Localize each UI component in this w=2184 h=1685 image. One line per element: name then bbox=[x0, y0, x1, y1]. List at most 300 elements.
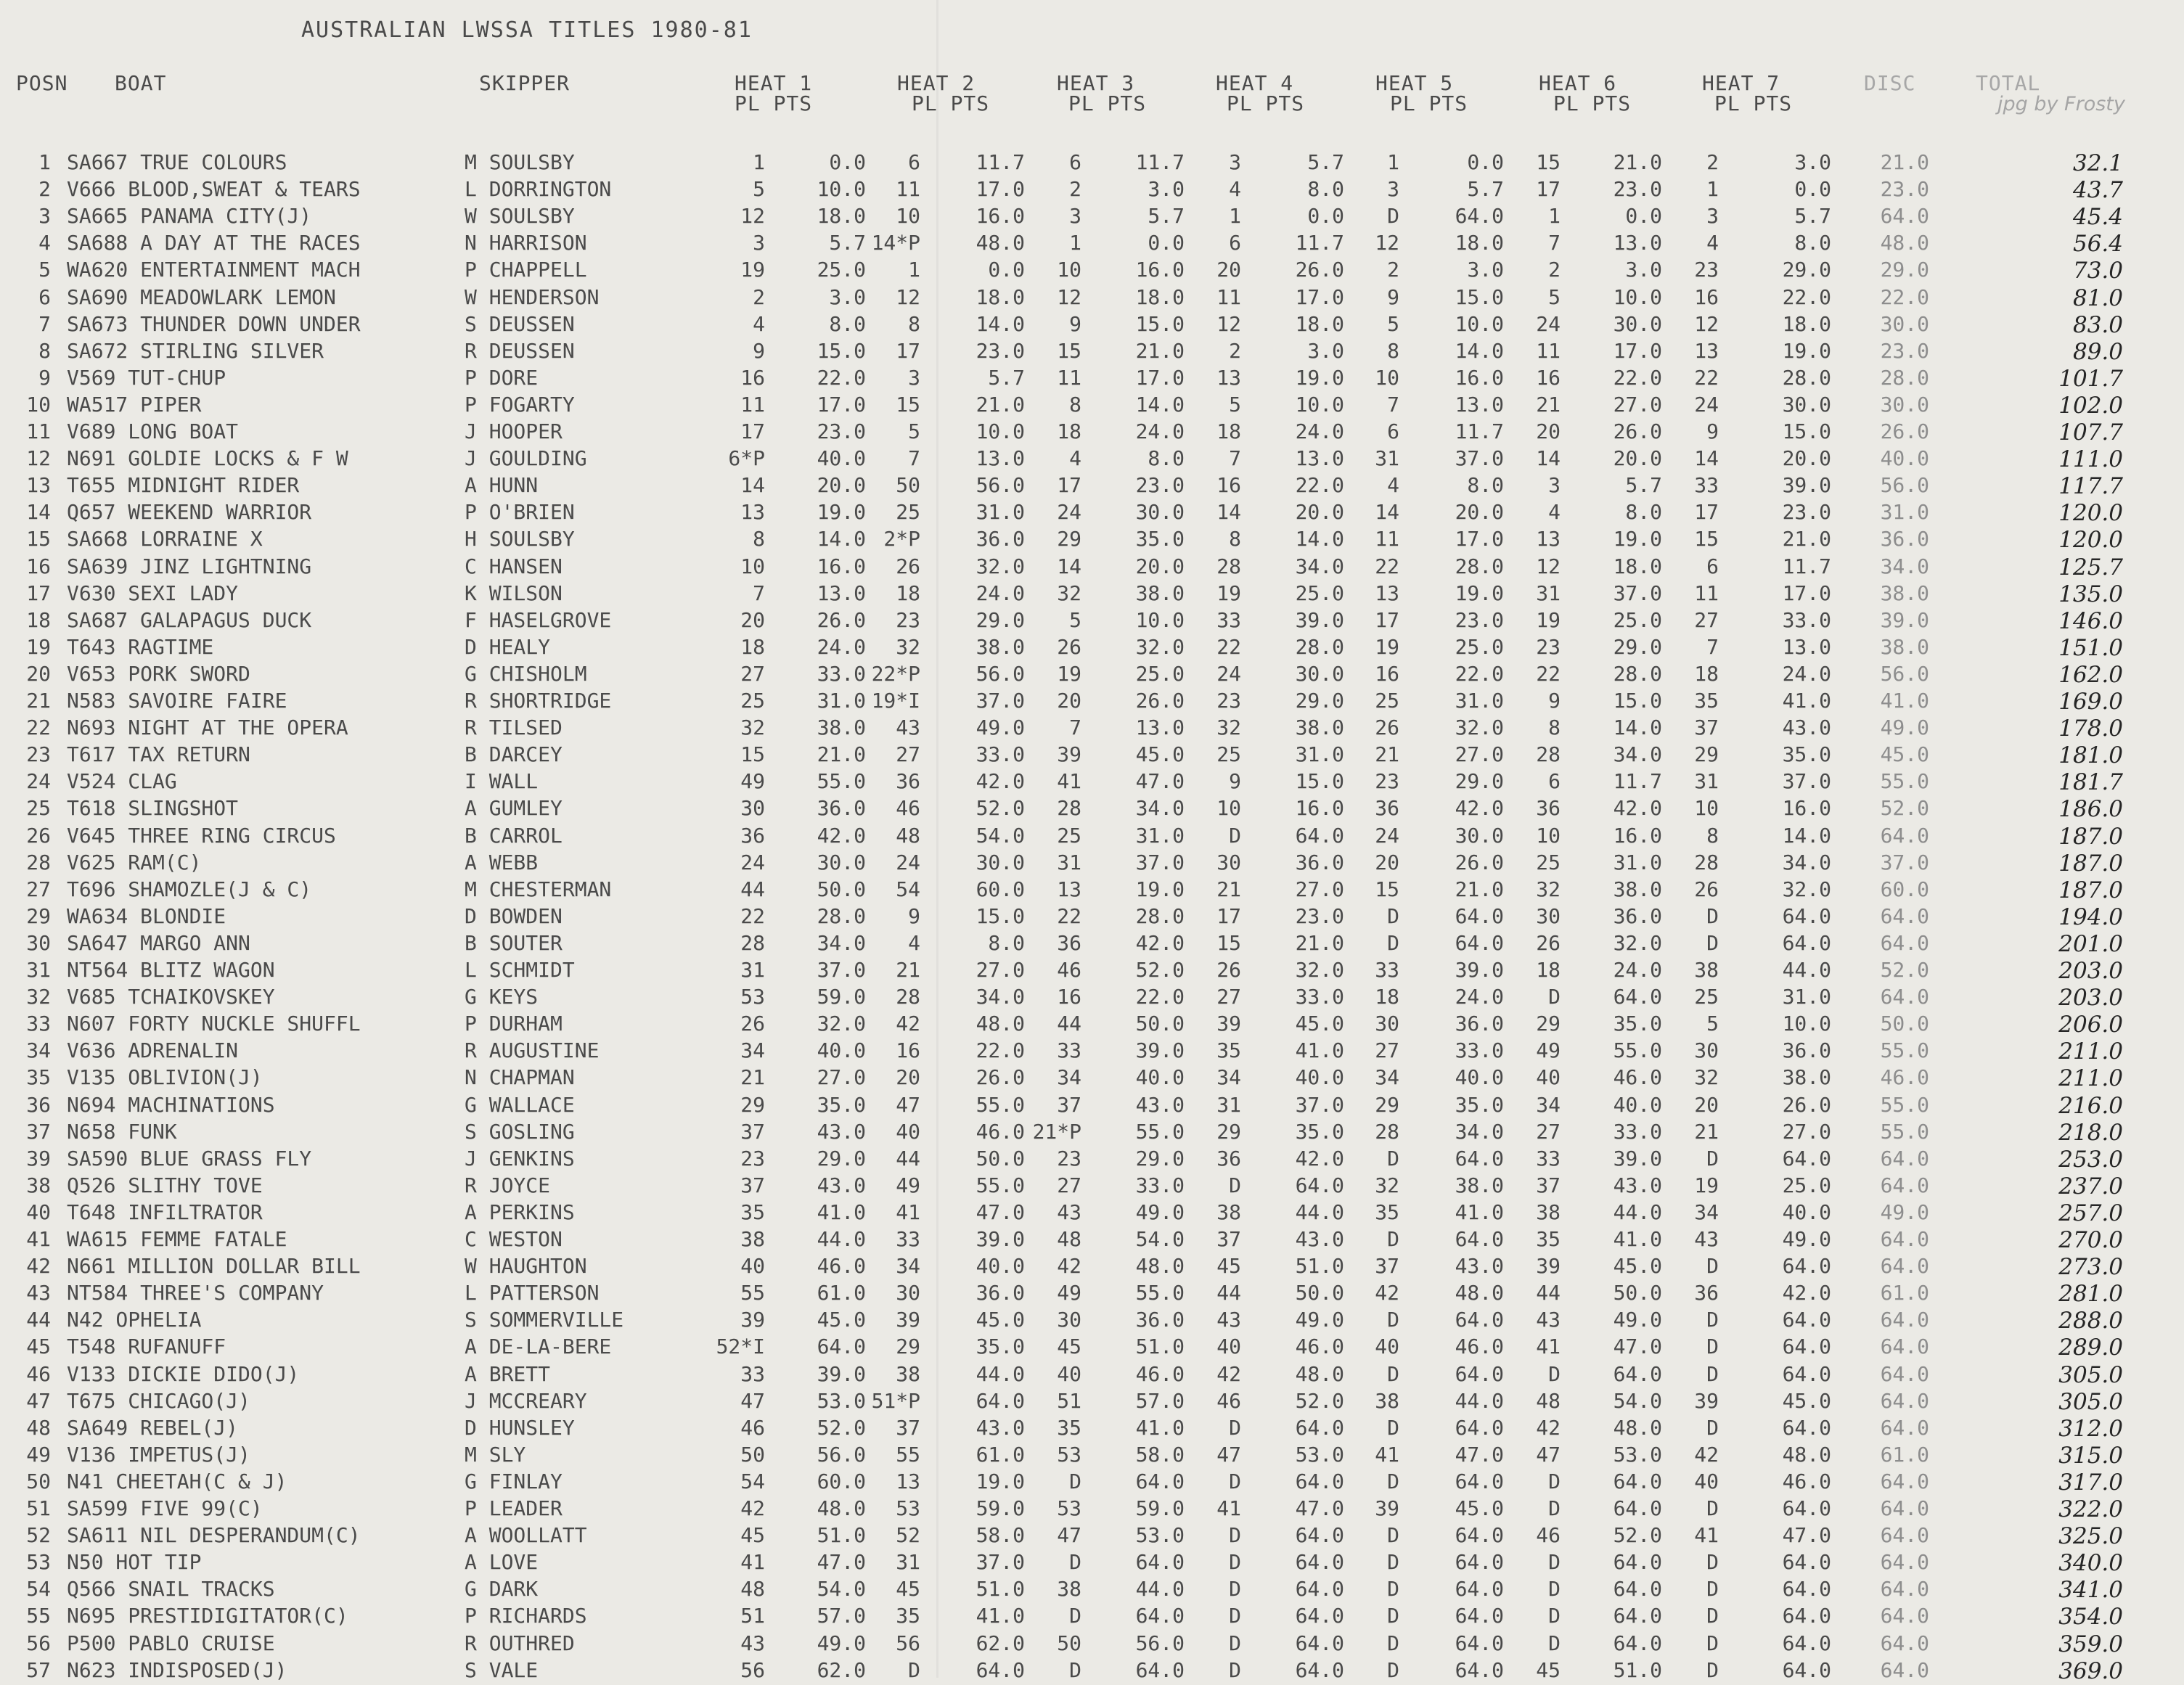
heat-5-place: 28 bbox=[1375, 1120, 1399, 1144]
heat-6-place: 3 bbox=[1548, 473, 1561, 497]
total-cell: 340.0 bbox=[2058, 1550, 2123, 1576]
heat-6-points: 41.0 bbox=[1613, 1227, 1662, 1251]
heat-5-place: D bbox=[1387, 1550, 1399, 1574]
position-cell: 28 bbox=[26, 850, 51, 874]
heat-6-points: 28.0 bbox=[1613, 662, 1662, 686]
discard-cell: 52.0 bbox=[1880, 796, 1929, 820]
skipper-cell: D HUNSLEY bbox=[465, 1416, 575, 1440]
position-cell: 29 bbox=[26, 904, 51, 928]
heat-1-place: 37 bbox=[740, 1120, 765, 1144]
heat-1-points: 60.0 bbox=[817, 1469, 866, 1493]
discard-cell: 21.0 bbox=[1880, 150, 1929, 174]
heat-2-points: 15.0 bbox=[976, 904, 1025, 928]
total-cell: 120.0 bbox=[2058, 527, 2123, 553]
heat-5-place: 18 bbox=[1375, 985, 1399, 1009]
discard-cell: 50.0 bbox=[1880, 1012, 1929, 1036]
heat-6-points: 20.0 bbox=[1613, 446, 1662, 470]
heat-2-place: 1 bbox=[908, 258, 920, 282]
heat-7-place: 27 bbox=[1694, 608, 1719, 632]
discard-cell: 28.0 bbox=[1880, 366, 1929, 390]
heat-4-place: 37 bbox=[1216, 1227, 1241, 1251]
heat-2-place: 31 bbox=[896, 1550, 920, 1574]
heat-5-points: 39.0 bbox=[1455, 958, 1504, 982]
total-cell: 186.0 bbox=[2058, 796, 2123, 822]
heat-4-place: 16 bbox=[1216, 473, 1241, 497]
discard-cell: 41.0 bbox=[1880, 689, 1929, 713]
heat-1-place: 26 bbox=[740, 1012, 765, 1036]
table-row bbox=[0, 366, 2184, 393]
heat-5-place: D bbox=[1387, 1469, 1399, 1493]
heat-5-points: 5.7 bbox=[1467, 177, 1504, 201]
heat-1-points: 10.0 bbox=[817, 177, 866, 201]
heat-6-points: 42.0 bbox=[1613, 796, 1662, 820]
heat-6-place: 22 bbox=[1536, 662, 1561, 686]
heat-7-place: 40 bbox=[1694, 1469, 1719, 1493]
heat-2-place: 37 bbox=[896, 1416, 920, 1440]
discard-cell: 64.0 bbox=[1880, 1389, 1929, 1413]
table-row bbox=[0, 1389, 2184, 1416]
heat-1-place: 40 bbox=[740, 1254, 765, 1278]
heat-7-points: 28.0 bbox=[1782, 366, 1831, 390]
heat-2-place: 23 bbox=[896, 608, 920, 632]
heat-3-points: 16.0 bbox=[1135, 258, 1185, 282]
heat-2-place: 46 bbox=[896, 796, 920, 820]
heat-5-points: 48.0 bbox=[1455, 1281, 1504, 1305]
heat-6-points: 64.0 bbox=[1613, 1550, 1662, 1574]
heat-5-points: 34.0 bbox=[1455, 1120, 1504, 1144]
heat-6-points: 46.0 bbox=[1613, 1065, 1662, 1089]
heat-6-place: 44 bbox=[1536, 1281, 1561, 1305]
heat-1-place: 11 bbox=[740, 393, 765, 417]
boat-cell: T675 CHICAGO(J) bbox=[67, 1389, 250, 1413]
heat-6-points: 49.0 bbox=[1613, 1308, 1662, 1332]
total-cell: 341.0 bbox=[2058, 1577, 2123, 1603]
heat-7-place: 30 bbox=[1694, 1038, 1719, 1062]
boat-cell: V133 DICKIE DIDO(J) bbox=[67, 1362, 300, 1386]
heat-4-points: 51.0 bbox=[1295, 1254, 1344, 1278]
total-cell: 162.0 bbox=[2058, 662, 2123, 688]
heat-3-place: 28 bbox=[1057, 796, 1081, 820]
heat-5-place: 16 bbox=[1375, 662, 1399, 686]
skipper-cell: R DEUSSEN bbox=[465, 339, 575, 363]
heat-2-points: 62.0 bbox=[976, 1631, 1025, 1655]
heat-6-place: 32 bbox=[1536, 877, 1561, 901]
subheader-heat-7: PL PTS bbox=[1714, 91, 1793, 115]
heat-3-points: 43.0 bbox=[1135, 1093, 1185, 1117]
total-cell: 305.0 bbox=[2058, 1389, 2123, 1415]
discard-cell: 60.0 bbox=[1880, 877, 1929, 901]
heat-5-points: 16.0 bbox=[1455, 366, 1504, 390]
heat-1-points: 56.0 bbox=[817, 1443, 866, 1467]
position-cell: 23 bbox=[26, 742, 51, 766]
discard-cell: 61.0 bbox=[1880, 1443, 1929, 1467]
position-cell: 31 bbox=[26, 958, 51, 982]
heat-6-place: 35 bbox=[1536, 1227, 1561, 1251]
total-cell: 312.0 bbox=[2058, 1416, 2123, 1442]
heat-2-points: 13.0 bbox=[976, 446, 1025, 470]
heat-5-place: 7 bbox=[1387, 393, 1399, 417]
heat-7-place: 43 bbox=[1694, 1227, 1719, 1251]
heat-2-place: 4 bbox=[908, 931, 920, 955]
table-row bbox=[0, 1577, 2184, 1604]
heat-1-place: 36 bbox=[740, 824, 765, 848]
skipper-cell: R OUTHRED bbox=[465, 1631, 575, 1655]
heat-1-place: 27 bbox=[740, 662, 765, 686]
heat-6-place: 31 bbox=[1536, 581, 1561, 605]
heat-5-points: 38.0 bbox=[1455, 1173, 1504, 1197]
position-cell: 9 bbox=[38, 366, 51, 390]
heat-3-points: 36.0 bbox=[1135, 1308, 1185, 1332]
skipper-cell: W SOULSBY bbox=[465, 204, 575, 228]
position-cell: 35 bbox=[26, 1065, 51, 1089]
table-row bbox=[0, 554, 2184, 581]
heat-6-points: 51.0 bbox=[1613, 1658, 1662, 1682]
heat-3-points: 18.0 bbox=[1135, 285, 1185, 309]
heat-2-place: 26 bbox=[896, 554, 920, 578]
heat-5-points: 15.0 bbox=[1455, 285, 1504, 309]
heat-4-points: 28.0 bbox=[1295, 635, 1344, 659]
boat-cell: SA667 TRUE COLOURS bbox=[67, 150, 287, 174]
heat-7-points: 46.0 bbox=[1782, 1469, 1831, 1493]
heat-5-place: 42 bbox=[1375, 1281, 1399, 1305]
heat-6-points: 40.0 bbox=[1613, 1093, 1662, 1117]
heat-1-points: 20.0 bbox=[817, 473, 866, 497]
heat-2-points: 50.0 bbox=[976, 1147, 1025, 1171]
position-cell: 16 bbox=[26, 554, 51, 578]
skipper-cell: M SLY bbox=[465, 1443, 526, 1467]
table-row bbox=[0, 231, 2184, 258]
heat-4-points: 48.0 bbox=[1295, 1362, 1344, 1386]
heat-4-place: 2 bbox=[1229, 339, 1241, 363]
heat-4-points: 30.0 bbox=[1295, 662, 1344, 686]
heat-6-place: 16 bbox=[1536, 366, 1561, 390]
heat-5-points: 64.0 bbox=[1455, 1147, 1504, 1171]
heat-4-place: 4 bbox=[1229, 177, 1241, 201]
heat-5-points: 31.0 bbox=[1455, 689, 1504, 713]
boat-cell: N583 SAVOIRE FAIRE bbox=[67, 689, 287, 713]
table-row bbox=[0, 1550, 2184, 1577]
boat-cell: Q566 SNAIL TRACKS bbox=[67, 1577, 275, 1601]
total-cell: 281.0 bbox=[2058, 1281, 2123, 1307]
heat-1-points: 44.0 bbox=[817, 1227, 866, 1251]
heat-3-points: 58.0 bbox=[1135, 1443, 1185, 1467]
discard-cell: 31.0 bbox=[1880, 500, 1929, 524]
heat-4-place: 32 bbox=[1216, 716, 1241, 739]
heat-7-place: 11 bbox=[1694, 581, 1719, 605]
skipper-cell: C WESTON bbox=[465, 1227, 563, 1251]
discard-cell: 40.0 bbox=[1880, 446, 1929, 470]
heat-3-place: D bbox=[1069, 1658, 1081, 1682]
table-row bbox=[0, 1227, 2184, 1254]
heat-1-place: 53 bbox=[740, 985, 765, 1009]
position-cell: 17 bbox=[26, 581, 51, 605]
heat-4-place: D bbox=[1229, 1416, 1241, 1440]
heat-7-place: 9 bbox=[1706, 419, 1719, 443]
heat-1-place: 48 bbox=[740, 1577, 765, 1601]
boat-cell: V135 OBLIVION(J) bbox=[67, 1065, 263, 1089]
heat-6-place: 10 bbox=[1536, 824, 1561, 848]
boat-cell: SA611 NIL DESPERANDUM(C) bbox=[67, 1523, 361, 1547]
heat-7-points: 33.0 bbox=[1782, 608, 1831, 632]
heat-7-points: 17.0 bbox=[1782, 581, 1831, 605]
heat-1-place: 32 bbox=[740, 716, 765, 739]
heat-3-place: 41 bbox=[1057, 769, 1081, 793]
skipper-cell: N CHAPMAN bbox=[465, 1065, 575, 1089]
heat-4-place: 30 bbox=[1216, 850, 1241, 874]
heat-2-points: 33.0 bbox=[976, 742, 1025, 766]
boat-cell: WA620 ENTERTAINMENT MACH bbox=[67, 258, 361, 282]
heat-4-place: 27 bbox=[1216, 985, 1241, 1009]
heat-6-place: 9 bbox=[1548, 689, 1561, 713]
heat-6-points: 36.0 bbox=[1613, 904, 1662, 928]
heat-5-place: 36 bbox=[1375, 796, 1399, 820]
heat-1-place: 10 bbox=[740, 554, 765, 578]
heat-3-place: 19 bbox=[1057, 662, 1081, 686]
heat-4-points: 14.0 bbox=[1295, 527, 1344, 551]
heat-1-points: 30.0 bbox=[817, 850, 866, 874]
position-cell: 49 bbox=[26, 1443, 51, 1467]
boat-cell: SA687 GALAPAGUS DUCK bbox=[67, 608, 312, 632]
heat-3-points: 40.0 bbox=[1135, 1065, 1185, 1089]
heat-4-points: 39.0 bbox=[1295, 608, 1344, 632]
discard-cell: 23.0 bbox=[1880, 177, 1929, 201]
discard-cell: 49.0 bbox=[1880, 716, 1929, 739]
boat-cell: T617 TAX RETURN bbox=[67, 742, 250, 766]
heat-4-place: 29 bbox=[1216, 1120, 1241, 1144]
heat-4-place: D bbox=[1229, 1550, 1241, 1574]
heat-4-points: 20.0 bbox=[1295, 500, 1344, 524]
heat-7-place: D bbox=[1706, 931, 1719, 955]
position-cell: 3 bbox=[38, 204, 51, 228]
heat-3-place: 48 bbox=[1057, 1227, 1081, 1251]
total-cell: 111.0 bbox=[2058, 446, 2123, 472]
table-row bbox=[0, 1443, 2184, 1469]
discard-cell: 38.0 bbox=[1880, 581, 1929, 605]
table-row bbox=[0, 500, 2184, 527]
heat-4-place: 26 bbox=[1216, 958, 1241, 982]
heat-6-place: 1 bbox=[1548, 204, 1561, 228]
heat-3-place: 42 bbox=[1057, 1254, 1081, 1278]
heat-1-place: 31 bbox=[740, 958, 765, 982]
discard-cell: 55.0 bbox=[1880, 1038, 1929, 1062]
boat-cell: SA690 MEADOWLARK LEMON bbox=[67, 285, 336, 309]
table-row bbox=[0, 446, 2184, 473]
heat-7-place: 13 bbox=[1694, 339, 1719, 363]
heat-3-points: 22.0 bbox=[1135, 985, 1185, 1009]
heat-4-place: 31 bbox=[1216, 1093, 1241, 1117]
heat-3-points: 49.0 bbox=[1135, 1200, 1185, 1224]
heat-2-place: 29 bbox=[896, 1335, 920, 1358]
heat-2-place: 22*P bbox=[871, 662, 920, 686]
table-row bbox=[0, 877, 2184, 904]
heat-3-points: 10.0 bbox=[1135, 608, 1185, 632]
heat-4-points: 34.0 bbox=[1295, 554, 1344, 578]
heat-4-points: 24.0 bbox=[1295, 419, 1344, 443]
heat-1-points: 54.0 bbox=[817, 1577, 866, 1601]
heat-3-points: 30.0 bbox=[1135, 500, 1185, 524]
position-cell: 14 bbox=[26, 500, 51, 524]
heat-7-points: 38.0 bbox=[1782, 1065, 1831, 1089]
heat-4-points: 52.0 bbox=[1295, 1389, 1344, 1413]
heat-6-points: 27.0 bbox=[1613, 393, 1662, 417]
heat-2-points: 44.0 bbox=[976, 1362, 1025, 1386]
discard-cell: 64.0 bbox=[1880, 204, 1929, 228]
heat-2-points: 64.0 bbox=[976, 1658, 1025, 1682]
heat-7-points: 36.0 bbox=[1782, 1038, 1831, 1062]
heat-3-place: 37 bbox=[1057, 1093, 1081, 1117]
position-cell: 41 bbox=[26, 1227, 51, 1251]
skipper-cell: A WEBB bbox=[465, 850, 539, 874]
heat-3-points: 46.0 bbox=[1135, 1362, 1185, 1386]
heat-1-points: 57.0 bbox=[817, 1604, 866, 1628]
position-cell: 55 bbox=[26, 1604, 51, 1628]
heat-7-place: 23 bbox=[1694, 258, 1719, 282]
heat-1-points: 16.0 bbox=[817, 554, 866, 578]
heat-1-place: 50 bbox=[740, 1443, 765, 1467]
heat-2-place: 39 bbox=[896, 1308, 920, 1332]
skipper-cell: G KEYS bbox=[465, 985, 539, 1009]
heat-1-place: 34 bbox=[740, 1038, 765, 1062]
watermark: jpg by Frosty bbox=[1997, 93, 2125, 115]
heat-4-place: 14 bbox=[1216, 500, 1241, 524]
heat-3-place: 13 bbox=[1057, 877, 1081, 901]
skipper-cell: S DEUSSEN bbox=[465, 312, 575, 336]
position-cell: 40 bbox=[26, 1200, 51, 1224]
heat-3-points: 42.0 bbox=[1135, 931, 1185, 955]
heat-4-place: 47 bbox=[1216, 1443, 1241, 1467]
heat-1-place: 42 bbox=[740, 1496, 765, 1520]
table-row bbox=[0, 662, 2184, 689]
heat-2-points: 48.0 bbox=[976, 231, 1025, 255]
heat-6-place: 21 bbox=[1536, 393, 1561, 417]
heat-5-points: 64.0 bbox=[1455, 1550, 1504, 1574]
heat-7-points: 10.0 bbox=[1782, 1012, 1831, 1036]
heat-1-place: 16 bbox=[740, 366, 765, 390]
heat-5-points: 36.0 bbox=[1455, 1012, 1504, 1036]
boat-cell: T655 MIDNIGHT RIDER bbox=[67, 473, 300, 497]
total-cell: 43.7 bbox=[2072, 177, 2123, 203]
total-cell: 187.0 bbox=[2058, 877, 2123, 903]
heat-5-place: 8 bbox=[1387, 339, 1399, 363]
heat-1-place: 7 bbox=[753, 581, 765, 605]
heat-2-place: 56 bbox=[896, 1631, 920, 1655]
heat-5-place: 2 bbox=[1387, 258, 1399, 282]
heat-6-points: 53.0 bbox=[1613, 1443, 1662, 1467]
heat-7-place: 14 bbox=[1694, 446, 1719, 470]
skipper-cell: R AUGUSTINE bbox=[465, 1038, 600, 1062]
heat-1-place: 28 bbox=[740, 931, 765, 955]
heat-7-points: 64.0 bbox=[1782, 904, 1831, 928]
heat-4-place: 8 bbox=[1229, 527, 1241, 551]
table-row bbox=[0, 1496, 2184, 1523]
heat-7-place: 35 bbox=[1694, 689, 1719, 713]
heat-6-points: 23.0 bbox=[1613, 177, 1662, 201]
heat-2-points: 60.0 bbox=[976, 877, 1025, 901]
heat-6-points: 64.0 bbox=[1613, 1362, 1662, 1386]
heat-4-points: 8.0 bbox=[1307, 177, 1344, 201]
heat-2-place: 50 bbox=[896, 473, 920, 497]
table-row bbox=[0, 1173, 2184, 1200]
heat-7-place: 15 bbox=[1694, 527, 1719, 551]
heat-6-points: 31.0 bbox=[1613, 850, 1662, 874]
heat-2-place: 20 bbox=[896, 1065, 920, 1089]
heat-5-place: 41 bbox=[1375, 1443, 1399, 1467]
boat-cell: V630 SEXI LADY bbox=[67, 581, 239, 605]
skipper-cell: P FOGARTY bbox=[465, 393, 575, 417]
heat-1-points: 21.0 bbox=[817, 742, 866, 766]
heat-2-points: 17.0 bbox=[976, 177, 1025, 201]
heat-3-place: 2 bbox=[1069, 177, 1081, 201]
discard-cell: 64.0 bbox=[1880, 1416, 1929, 1440]
header-heat-6: HEAT 6 bbox=[1539, 71, 1617, 95]
heat-4-place: D bbox=[1229, 1658, 1241, 1682]
heat-4-place: 12 bbox=[1216, 312, 1241, 336]
heat-7-place: D bbox=[1706, 1416, 1719, 1440]
heat-6-place: 27 bbox=[1536, 1120, 1561, 1144]
heat-3-points: 21.0 bbox=[1135, 339, 1185, 363]
table-row bbox=[0, 527, 2184, 554]
heat-2-place: 17 bbox=[896, 339, 920, 363]
discard-cell: 64.0 bbox=[1880, 1658, 1929, 1682]
heat-5-points: 33.0 bbox=[1455, 1038, 1504, 1062]
heat-5-place: D bbox=[1387, 1227, 1399, 1251]
heat-3-place: 10 bbox=[1057, 258, 1081, 282]
heat-4-points: 10.0 bbox=[1295, 393, 1344, 417]
heat-7-place: D bbox=[1706, 1577, 1719, 1601]
heat-4-place: 6 bbox=[1229, 231, 1241, 255]
heat-7-place: D bbox=[1706, 1604, 1719, 1628]
heat-4-points: 64.0 bbox=[1295, 1631, 1344, 1655]
heat-7-place: 31 bbox=[1694, 769, 1719, 793]
discard-cell: 64.0 bbox=[1880, 1604, 1929, 1628]
heat-3-place: 53 bbox=[1057, 1443, 1081, 1467]
heat-3-points: 13.0 bbox=[1135, 716, 1185, 739]
heat-6-points: 11.7 bbox=[1613, 769, 1662, 793]
skipper-cell: A DE-LA-BERE bbox=[465, 1335, 612, 1358]
heat-2-points: 39.0 bbox=[976, 1227, 1025, 1251]
heat-4-points: 0.0 bbox=[1307, 204, 1344, 228]
total-cell: 89.0 bbox=[2072, 339, 2123, 365]
heat-5-place: 34 bbox=[1375, 1065, 1399, 1089]
heat-4-points: 23.0 bbox=[1295, 904, 1344, 928]
total-cell: 211.0 bbox=[2058, 1065, 2123, 1091]
heat-7-place: 22 bbox=[1694, 366, 1719, 390]
heat-6-place: 4 bbox=[1548, 500, 1561, 524]
heat-7-place: 19 bbox=[1694, 1173, 1719, 1197]
heat-3-place: 24 bbox=[1057, 500, 1081, 524]
boat-cell: N607 FORTY NUCKLE SHUFFL bbox=[67, 1012, 361, 1036]
heat-1-place: 12 bbox=[740, 204, 765, 228]
discard-cell: 61.0 bbox=[1880, 1281, 1929, 1305]
heat-3-place: 40 bbox=[1057, 1362, 1081, 1386]
position-cell: 5 bbox=[38, 258, 51, 282]
heat-4-points: 43.0 bbox=[1295, 1227, 1344, 1251]
heat-2-points: 55.0 bbox=[976, 1173, 1025, 1197]
heat-4-points: 33.0 bbox=[1295, 985, 1344, 1009]
position-cell: 24 bbox=[26, 769, 51, 793]
heat-7-place: 7 bbox=[1706, 635, 1719, 659]
heat-1-points: 34.0 bbox=[817, 931, 866, 955]
heat-2-points: 45.0 bbox=[976, 1308, 1025, 1332]
subheader-heat-5: PL PTS bbox=[1390, 91, 1468, 115]
position-cell: 8 bbox=[38, 339, 51, 363]
heat-7-points: 5.7 bbox=[1794, 204, 1831, 228]
boat-cell: N42 OPHELIA bbox=[67, 1308, 202, 1332]
heat-4-points: 64.0 bbox=[1295, 1604, 1344, 1628]
heat-4-place: 46 bbox=[1216, 1389, 1241, 1413]
total-cell: 102.0 bbox=[2058, 393, 2123, 419]
discard-cell: 22.0 bbox=[1880, 285, 1929, 309]
